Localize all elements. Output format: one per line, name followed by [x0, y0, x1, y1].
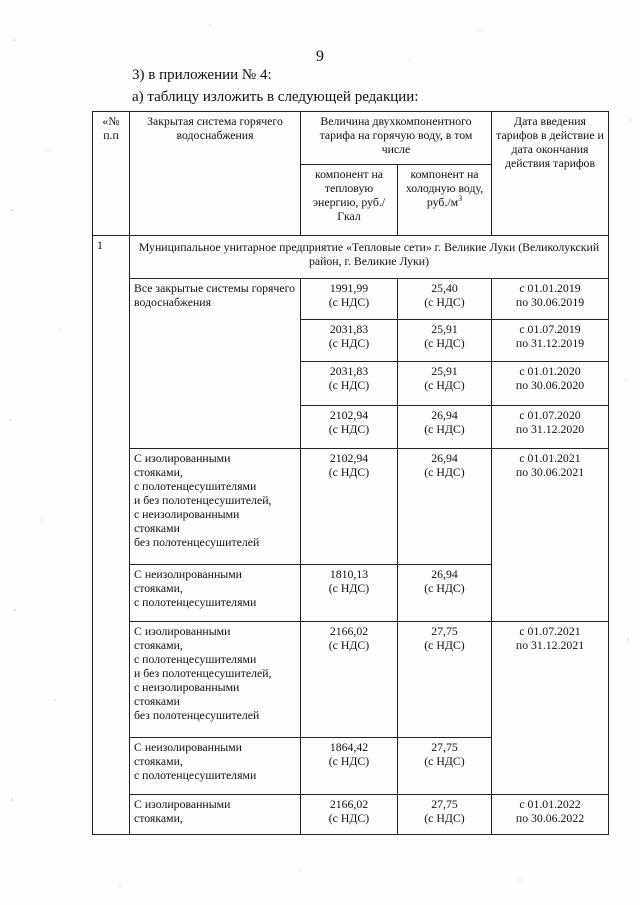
heat-value [301, 362, 398, 406]
cold-number: 25,40 [431, 281, 458, 295]
table-row [93, 449, 609, 565]
header-system: Закрытая система горячего водоснабжения [130, 112, 301, 236]
cold-value [398, 406, 492, 449]
system-line: стояками, [134, 465, 183, 479]
system-line: и без полотенцесушителей, [134, 493, 272, 507]
period-cell [492, 795, 609, 835]
cold-number: 26,94 [431, 451, 458, 465]
system-line: с полотенцесушителями [134, 652, 257, 666]
system-line: стояками, [134, 581, 183, 595]
period-from: с 01.07.2019 [519, 322, 581, 336]
vat-note: (с НДС) [328, 754, 370, 768]
system-uninsulated [130, 565, 301, 622]
table-row [93, 795, 609, 835]
amendment-item: 3) в приложении № 4: [132, 67, 272, 83]
vat-note: (с НДС) [424, 336, 465, 350]
table-header-row [93, 112, 609, 165]
period-to: по 30.06.2022 [515, 811, 585, 825]
header-tariff: Величина двухкомпонентного тарифа на горячую воду, в том числе [301, 112, 492, 165]
period-to: по 31.12.2021 [515, 638, 585, 652]
vat-note: (с НДС) [328, 638, 370, 652]
heat-value [301, 738, 398, 795]
period-from: с 01.01.2020 [519, 364, 581, 378]
cold-value [398, 279, 492, 320]
heat-value [301, 622, 398, 738]
system-line: с неизолированными [134, 680, 240, 694]
system-line: и без полотенцесушителей, [134, 666, 272, 680]
cold-value [398, 320, 492, 362]
system-line: с полотенцесушителями [134, 768, 257, 782]
heat-number: 2031,83 [329, 364, 369, 378]
system-line: с полотенцесушителями [134, 595, 257, 609]
system-uninsulated [130, 738, 301, 795]
header-cold-component [398, 165, 492, 236]
system-line: С неизолированными [134, 740, 242, 754]
period-from: с 01.01.2022 [519, 797, 581, 811]
period-from: с 01.01.2021 [519, 451, 581, 465]
period-to: по 30.06.2019 [515, 295, 585, 309]
table-row [93, 622, 609, 738]
system-line: стояками [134, 694, 180, 708]
header-number: «№ п.п [93, 112, 130, 236]
heat-value [301, 449, 398, 565]
organization-row [93, 236, 609, 279]
system-line: стояками [134, 521, 180, 535]
heat-number: 1991,99 [329, 281, 369, 295]
heat-value [301, 565, 398, 622]
system-insulated [130, 622, 301, 738]
cold-value [398, 362, 492, 406]
vat-note: (с НДС) [424, 754, 465, 768]
period-cell [492, 320, 609, 362]
cold-value [398, 738, 492, 795]
system-insulated [130, 795, 301, 835]
vat-note: (с НДС) [424, 378, 465, 392]
vat-note: (с НДС) [424, 581, 465, 595]
period-from: с 01.07.2021 [519, 624, 581, 638]
page-number: 9 [316, 48, 324, 65]
period-cell [492, 449, 609, 622]
system-line: без полотенцесушителей [134, 535, 260, 549]
system-all: Все закрытые системы горячего водоснабжения [130, 279, 301, 449]
cold-value [398, 449, 492, 565]
system-line: С неизолированными [134, 567, 242, 581]
vat-note: (с НДС) [328, 581, 370, 595]
heat-value [301, 795, 398, 835]
vat-note: (с НДС) [424, 295, 465, 309]
vat-note: (с НДС) [424, 465, 465, 479]
cold-number: 26,94 [431, 567, 458, 581]
system-line: стояками, [134, 638, 183, 652]
cold-value [398, 565, 492, 622]
heat-value [301, 320, 398, 362]
cold-number: 25,91 [431, 364, 458, 378]
vat-note: (с НДС) [424, 811, 465, 825]
amendment-subitem: а) таблицу изложить в следующей редакции: [132, 89, 419, 105]
period-to: по 30.06.2020 [515, 378, 585, 392]
cold-value [398, 622, 492, 738]
vat-note: (с НДС) [328, 422, 370, 436]
heat-number: 2102,94 [329, 408, 369, 422]
system-line: с неизолированными [134, 507, 240, 521]
period-to: по 30.06.2021 [515, 465, 585, 479]
period-cell [492, 406, 609, 449]
vat-note: (с НДС) [328, 336, 370, 350]
heat-number: 2031,83 [329, 322, 369, 336]
tariff-table [92, 111, 609, 835]
period-cell [492, 362, 609, 406]
organization-name: Муниципальное унитарное предприятие «Тепловые сети» г. Великие Луки (Великолукский район, г. Великие Луки) [130, 236, 609, 279]
vat-note: (с НДС) [424, 422, 465, 436]
cold-number: 26,94 [431, 408, 458, 422]
system-line: С изолированными [134, 797, 231, 811]
heat-number: 2166,02 [329, 797, 369, 811]
period-to: по 31.12.2020 [515, 422, 585, 436]
period-to: по 31.12.2019 [515, 336, 585, 350]
period-cell [492, 622, 609, 795]
header-cold-sup: 3 [458, 194, 463, 204]
vat-note: (с НДС) [328, 295, 370, 309]
period-from: с 01.07.2020 [519, 408, 581, 422]
header-dates: Дата введения тарифов в действие и дата окончания действия тарифов [492, 112, 609, 236]
vat-note: (с НДС) [328, 465, 370, 479]
heat-number: 1864,42 [329, 740, 369, 754]
header-cold-text: компонент на холодную воду, руб./м [405, 167, 484, 209]
system-line: С изолированными [134, 451, 231, 465]
system-insulated [130, 449, 301, 565]
system-line: С изолированными [134, 624, 231, 638]
cold-number: 25,91 [431, 322, 458, 336]
heat-number: 2102,94 [329, 451, 369, 465]
header-heat-component: компонент на тепловую энергию, руб./Гкал [301, 165, 398, 236]
vat-note: (с НДС) [328, 811, 370, 825]
system-line: с полотенцесушителями [134, 479, 257, 493]
cold-number: 27,75 [431, 624, 458, 638]
system-line: без полотенцесушителей [134, 708, 260, 722]
vat-note: (с НДС) [328, 378, 370, 392]
row-number: 1 [93, 236, 130, 835]
cold-value [398, 795, 492, 835]
cold-number: 27,75 [431, 797, 458, 811]
vat-note: (с НДС) [424, 638, 465, 652]
heat-value [301, 279, 398, 320]
system-line: стояками, [134, 754, 183, 768]
heat-number: 2166,02 [329, 624, 369, 638]
table-row [93, 279, 609, 320]
heat-value [301, 406, 398, 449]
cold-number: 27,75 [431, 740, 458, 754]
period-cell [492, 279, 609, 320]
heat-number: 1810,13 [329, 567, 369, 581]
period-from: с 01.01.2019 [519, 281, 581, 295]
system-line: стояками, [134, 811, 183, 825]
